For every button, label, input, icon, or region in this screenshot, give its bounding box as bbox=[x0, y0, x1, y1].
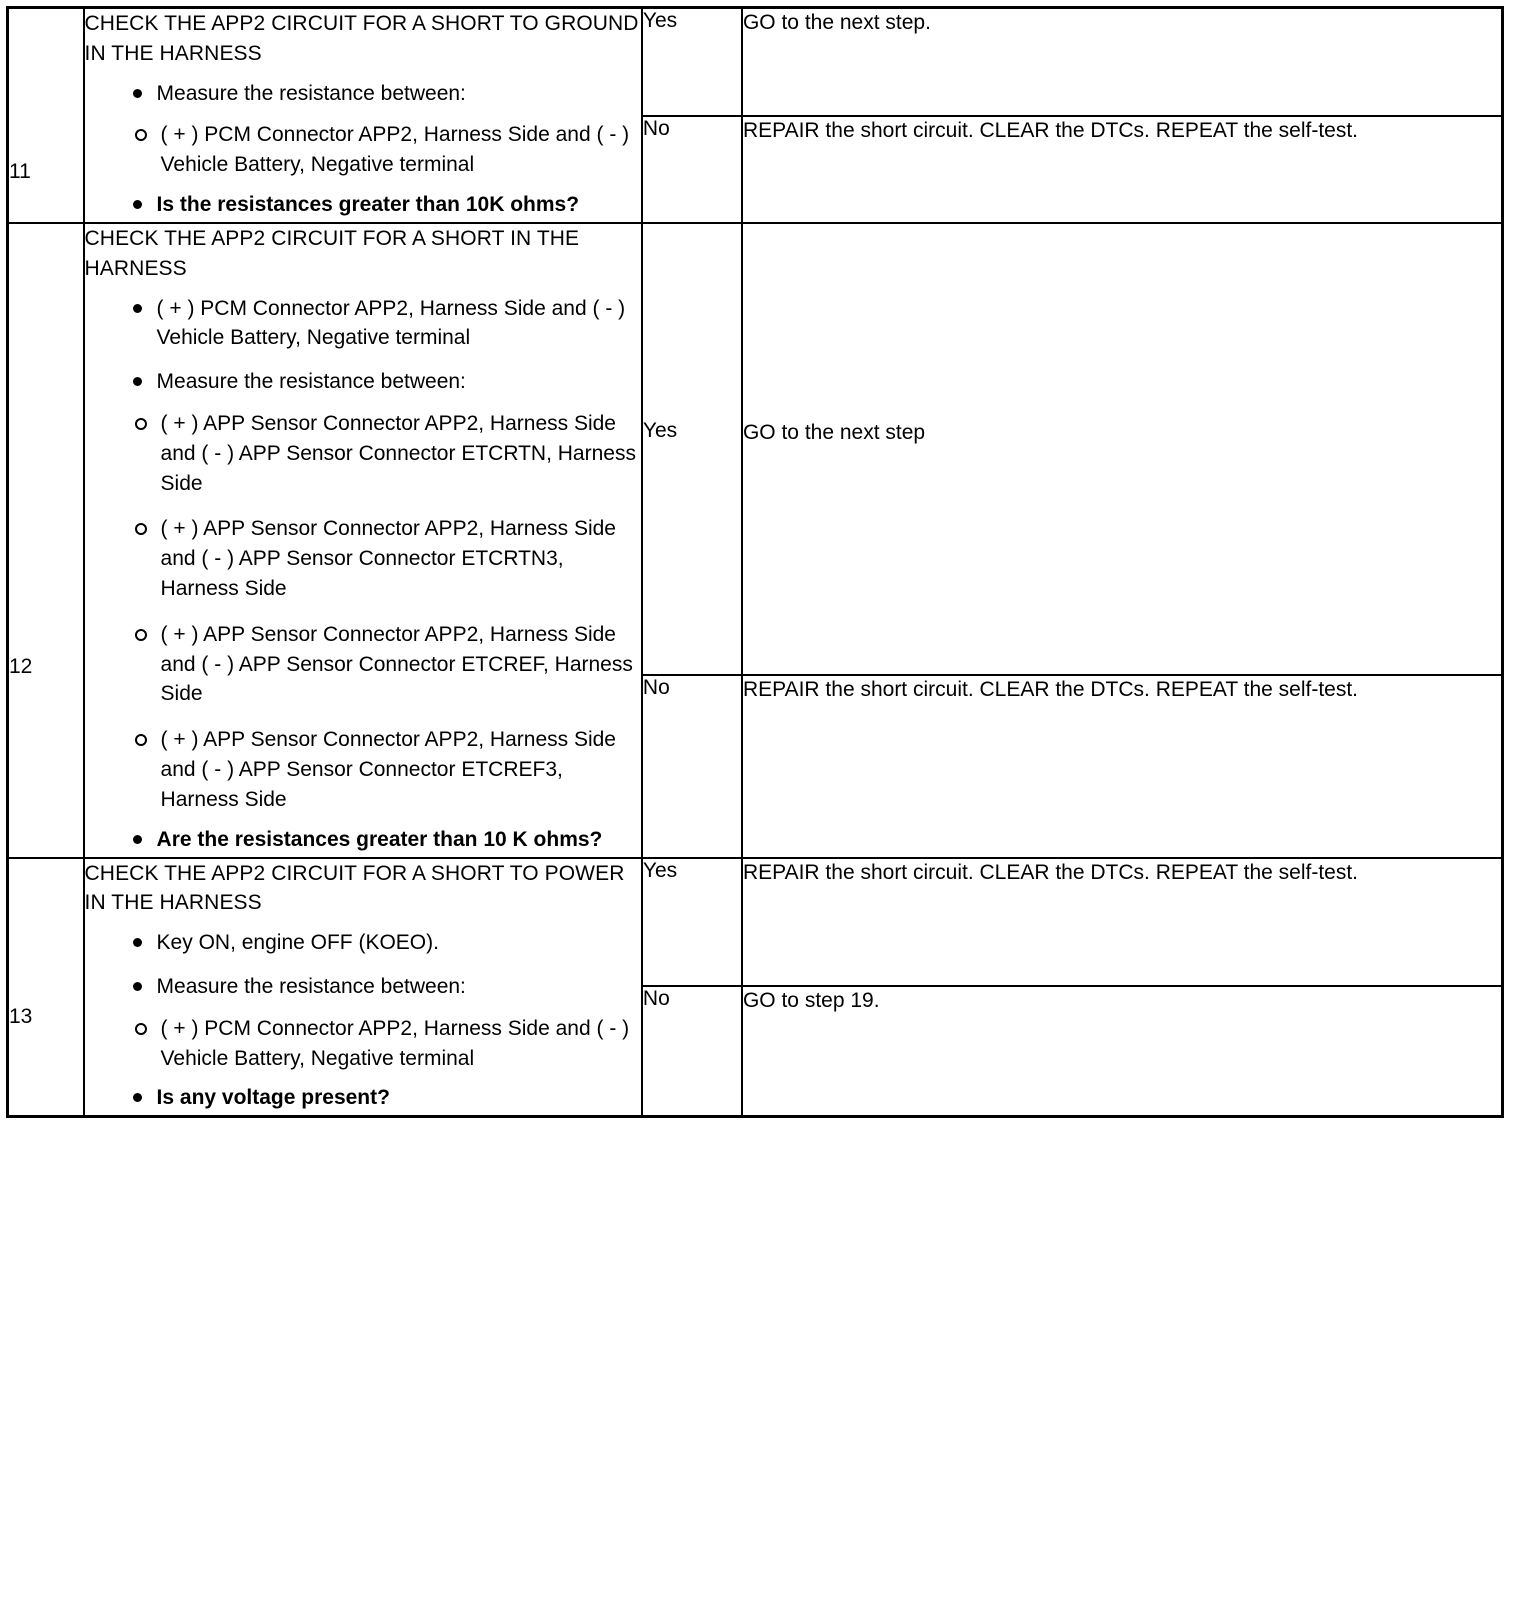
list-item: Is the resistances greater than 10K ohms? bbox=[131, 190, 641, 220]
step-number: 12 bbox=[9, 654, 33, 678]
step-bullet-list bbox=[85, 79, 641, 109]
table-row bbox=[8, 8, 1503, 117]
list-item: Measure the resistance between: bbox=[131, 79, 641, 109]
result-text: REPAIR the short circuit. CLEAR the DTCs. REPEAT the self-test. bbox=[742, 860, 1358, 884]
answer-cell-no bbox=[642, 986, 742, 1117]
answer-label: Yes bbox=[642, 9, 678, 32]
answer-cell-yes bbox=[642, 858, 742, 986]
result-text: REPAIR the short circuit. CLEAR the DTCs. REPEAT the self-test. bbox=[742, 119, 1358, 143]
step-question-list bbox=[85, 825, 641, 855]
answer-label: Yes bbox=[642, 858, 678, 882]
result-cell-no bbox=[742, 986, 1503, 1117]
list-item: Measure the resistance between: bbox=[131, 367, 641, 397]
list-item: ( + ) PCM Connector APP2, Harness Side and ( - ) Vehicle Battery, Negative terminal bbox=[133, 120, 641, 180]
step-number-cell bbox=[8, 858, 84, 1117]
list-item: ( + ) APP Sensor Connector APP2, Harness Side and ( - ) APP Sensor Connector ETCREF3, Harness Side bbox=[133, 725, 641, 814]
answer-cell-yes bbox=[642, 223, 742, 675]
result-cell-no bbox=[742, 675, 1503, 858]
step-number-cell bbox=[8, 223, 84, 858]
result-text: GO to the next step bbox=[742, 420, 926, 444]
list-item: ( + ) PCM Connector APP2, Harness Side and ( - ) Vehicle Battery, Negative terminal bbox=[131, 294, 641, 354]
step-number: 13 bbox=[9, 1004, 33, 1028]
diagnostic-steps-table bbox=[6, 6, 1504, 1118]
step-title: CHECK THE APP2 CIRCUIT FOR A SHORT TO GROUND IN THE HARNESS bbox=[84, 12, 639, 65]
answer-label: Yes bbox=[642, 418, 678, 442]
step-action-cell bbox=[84, 223, 642, 858]
step-number-cell bbox=[8, 8, 84, 223]
list-item: ( + ) APP Sensor Connector APP2, Harness Side and ( - ) APP Sensor Connector ETCRTN, Harness Side bbox=[133, 409, 641, 498]
table-row bbox=[8, 223, 1503, 675]
result-cell-yes bbox=[742, 223, 1503, 675]
step-sub-bullet-list bbox=[85, 1014, 641, 1074]
table-row bbox=[8, 858, 1503, 986]
step-number: 11 bbox=[9, 160, 31, 183]
step-question-list bbox=[85, 190, 641, 220]
step-sub-bullet-list bbox=[85, 409, 641, 815]
step-action-cell bbox=[84, 858, 642, 1117]
list-item: Are the resistances greater than 10 K ohms? bbox=[131, 825, 641, 855]
answer-cell-no bbox=[642, 116, 742, 223]
answer-label: No bbox=[642, 117, 670, 141]
result-cell-no bbox=[742, 116, 1503, 223]
result-cell-yes bbox=[742, 8, 1503, 117]
result-cell-yes bbox=[742, 858, 1503, 986]
step-sub-bullet-list bbox=[85, 120, 641, 180]
answer-label: No bbox=[642, 675, 670, 699]
step-title: CHECK THE APP2 CIRCUIT FOR A SHORT TO POWER IN THE HARNESS bbox=[84, 861, 625, 915]
answer-label: No bbox=[642, 986, 670, 1010]
step-bullet-list bbox=[85, 294, 641, 397]
list-item: Measure the resistance between: bbox=[131, 972, 641, 1002]
list-item: Is any voltage present? bbox=[131, 1083, 641, 1113]
result-text: GO to step 19. bbox=[742, 988, 880, 1012]
result-text: REPAIR the short circuit. CLEAR the DTCs. REPEAT the self-test. bbox=[742, 677, 1358, 701]
step-bullet-list bbox=[85, 928, 641, 1002]
result-text: GO to the next step. bbox=[742, 11, 931, 34]
list-item: Key ON, engine OFF (KOEO). bbox=[131, 928, 641, 958]
step-action-cell bbox=[84, 8, 642, 223]
answer-cell-no bbox=[642, 675, 742, 858]
list-item: ( + ) APP Sensor Connector APP2, Harness Side and ( - ) APP Sensor Connector ETCREF, Harness Side bbox=[133, 620, 641, 709]
answer-cell-yes bbox=[642, 8, 742, 117]
step-question-list bbox=[85, 1083, 641, 1113]
list-item: ( + ) APP Sensor Connector APP2, Harness Side and ( - ) APP Sensor Connector ETCRTN3, Harness Side bbox=[133, 514, 641, 603]
step-title: CHECK THE APP2 CIRCUIT FOR A SHORT IN THE HARNESS bbox=[84, 226, 580, 280]
list-item: ( + ) PCM Connector APP2, Harness Side and ( - ) Vehicle Battery, Negative terminal bbox=[133, 1014, 641, 1074]
